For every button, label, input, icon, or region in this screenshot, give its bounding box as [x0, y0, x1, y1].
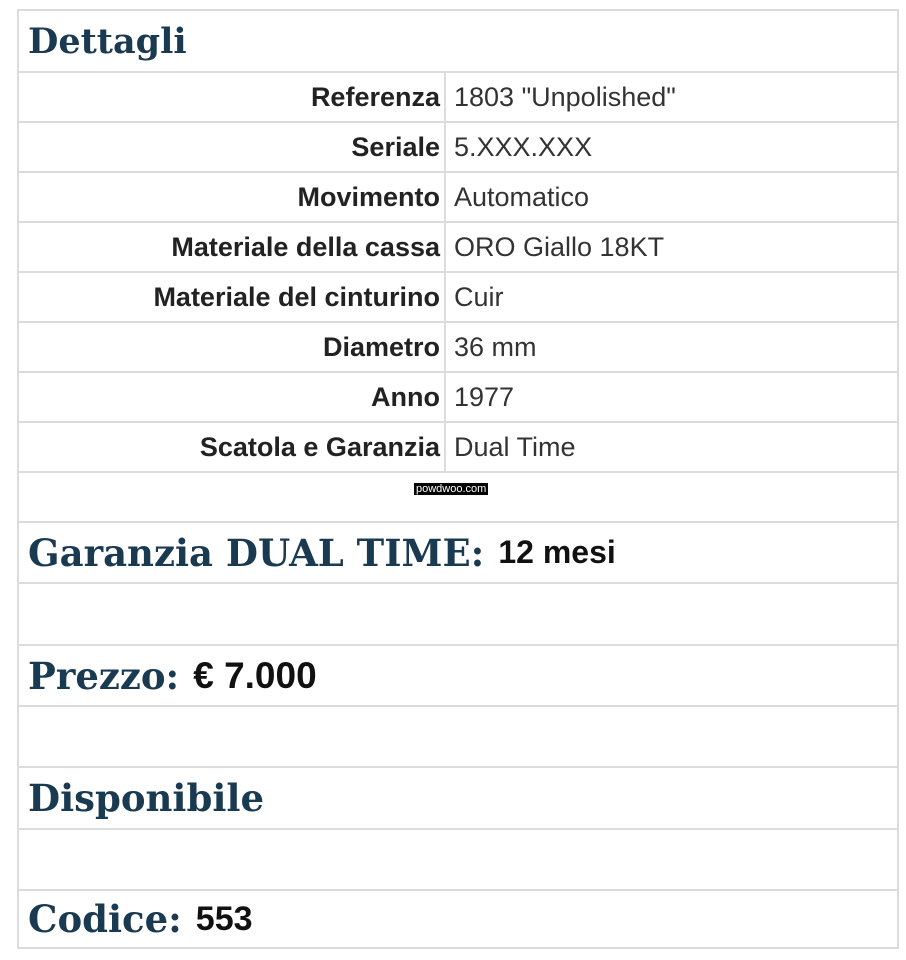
detail-value: 1803 "Unpolished" — [454, 82, 676, 112]
detail-row-strap-material — [19, 273, 897, 323]
detail-value: Automatico — [454, 182, 590, 212]
detail-row-year — [19, 373, 897, 423]
spacer-row — [19, 707, 897, 768]
detail-label: Referenza — [19, 73, 446, 121]
detail-label: Movimento — [19, 173, 446, 221]
detail-value: 1977 — [454, 382, 515, 412]
availability-label: Disponibile — [28, 776, 265, 820]
detail-row-diameter — [19, 323, 897, 373]
detail-label: Diametro — [19, 323, 446, 371]
detail-row-reference — [19, 73, 897, 123]
availability-row — [19, 768, 897, 830]
code-row — [19, 891, 897, 947]
detail-value: Dual Time — [454, 432, 576, 462]
price-value: € 7.000 — [193, 654, 317, 696]
details-title: Dettagli — [28, 21, 187, 62]
watermark-row — [19, 473, 897, 523]
code-value: 553 — [195, 899, 253, 938]
spacer-row — [19, 584, 897, 646]
detail-value: ORO Giallo 18KT — [454, 232, 665, 262]
code-label: Codice: — [28, 897, 182, 941]
price-label: Prezzo: — [28, 653, 180, 698]
detail-value: Cuir — [454, 282, 504, 312]
detail-label: Materiale del cinturino — [19, 273, 446, 321]
spacer-row — [19, 830, 897, 891]
detail-row-case-material — [19, 223, 897, 273]
detail-label: Anno — [19, 373, 446, 421]
detail-row-serial — [19, 123, 897, 173]
warranty-row — [19, 523, 897, 584]
detail-label: Scatola e Garanzia — [19, 423, 446, 471]
details-title-row — [19, 11, 897, 73]
detail-label: Materiale della cassa — [19, 223, 446, 271]
details-panel — [17, 9, 899, 949]
watermark-label: powdwoo.com — [416, 483, 487, 495]
detail-label: Seriale — [19, 123, 446, 171]
detail-value: 36 mm — [454, 332, 537, 362]
detail-row-movement — [19, 173, 897, 223]
detail-value: 5.XXX.XXX — [454, 132, 593, 162]
price-row — [19, 646, 897, 707]
warranty-label: Garanzia DUAL TIME: — [28, 530, 485, 575]
warranty-value: 12 mesi — [498, 534, 616, 570]
detail-row-box-warranty — [19, 423, 897, 473]
